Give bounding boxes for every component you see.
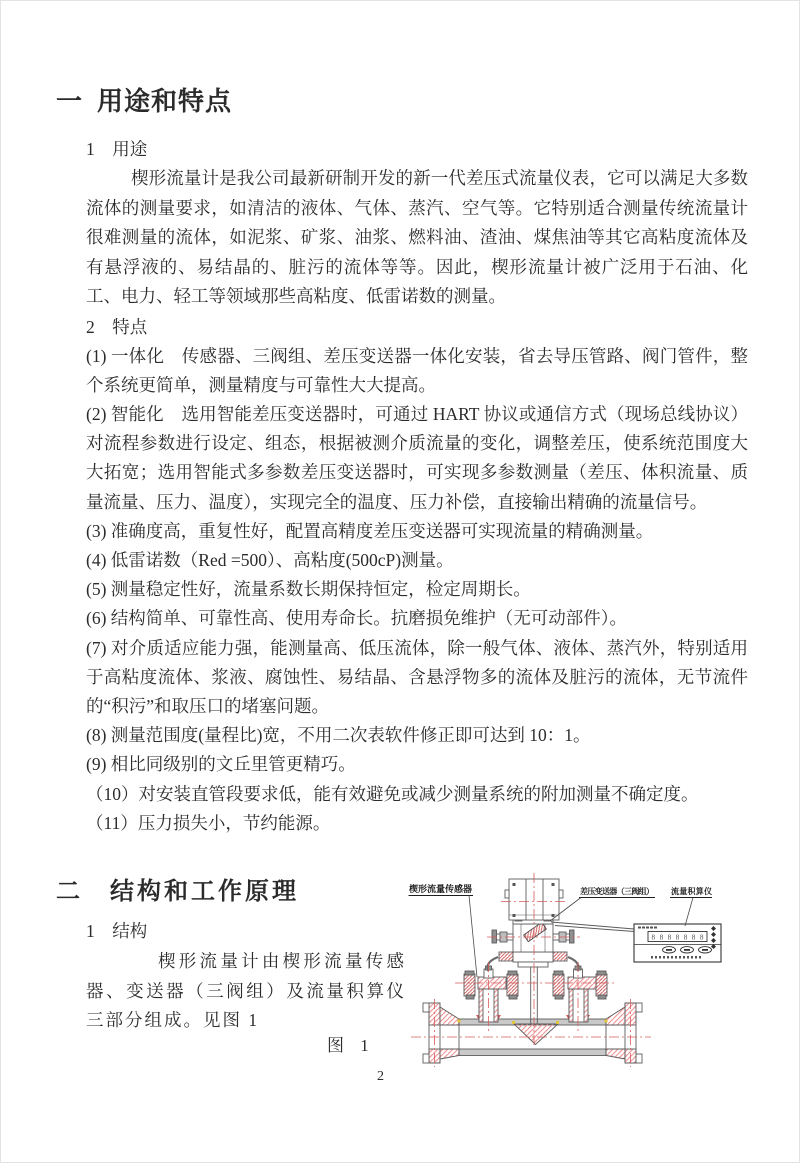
totalizer-display-digits: 8 8 8 8 8 8 8 [651,933,704,942]
totalizer-nameplate-text [638,927,657,929]
totalizer-buttons [663,947,712,953]
label-sensor: 楔形流量传感器 [409,884,472,894]
feature-item: (5) 测量稳定性好，流量系数长期保持恒定，检定周期长。 [86,579,531,600]
feature-item: (8) 测量范围度(量程比)宽，不用二次表软件修正即可达到 10：1。 [86,725,591,746]
features-list [56,342,748,838]
valve-handle-right [570,930,575,943]
flow-totalizer [634,924,721,962]
three-valve-manifold [492,922,574,967]
valve-handle-left [492,930,497,943]
feature-item: (7) 对介质适应能力强，能测量高、低压流体，除一般气体、液体、蒸汽外，特别适用于高粘度流体、浆液、腐蚀性、易结晶、含悬浮物多的流体及脏污的流体，无节流件的“积污”和取压口的堵塞问题。 [86,637,748,716]
figure-caption: 图 1 [327,1036,375,1055]
usage-paragraph: 楔形流量计是我公司最新研制开发的新一代差压式流量仪表，它可以满足大多数流体的测量要求，如清洁的液体、气体、蒸汽、空气等。它特别适合测量传统流量计很难测量的流体，如泥浆、矿浆、油浆、燃料油、渣油、煤焦油等其它高粘度流体及有悬浮液的、易结晶的、脏污的流体等等。因此，楔形流量计被广泛用于石油、化工、电力、轻工等领域那些高粘度、低雷诺数的测量。 [86,168,748,306]
feature-item: (9) 相比同级别的文丘里管更精巧。 [86,754,356,775]
signal-wire [551,922,634,932]
figure-1 [403,859,763,1071]
feature-item: （11）压力损失小，节约能源。 [86,812,331,833]
section-1-heading: 一 用途和特点 [56,87,233,116]
label-transmitter: 差压变送器（三阀组） [580,887,654,896]
pressure-tap-nozzles [464,966,607,1022]
feature-item: (2) 智能化 选用智能差压变送器时，可通过 HART 协议或通信方式（现场总线协议）对流程参数进行设定、组态，根据被测介质流量的变化，调整差压，使系统范围度大大拓宽；选用智能式多参数差压变送器时，可实现多参数测量（差压、体积流量、质量流量、压力、温度），实现完全的温度、压力补偿，直接输出精确的流量信号。 [86,403,748,512]
structure-paragraph: 楔形流量计由楔形流量传感器、变送器（三阀组）及流量积算仪三部分组成。见图 1 [86,951,406,1030]
sub-heading-usage: 1 用途 [86,139,148,159]
section-2-heading: 二 结构和工作原理 [56,879,299,905]
pipe-body [423,1003,642,1063]
feature-item: (3) 准确度高，重复性好，配置高精度差压变送器可实现流量的精确测量。 [86,520,654,541]
label-totalizer: 流量积算仪 [671,887,712,896]
feature-item: (6) 结构简单、可靠性高、使用寿命长。抗磨损免维护（无可动部件）。 [86,608,628,629]
main-text-column [56,87,748,838]
sub-heading-features: 2 特点 [86,316,148,337]
page-number: 2 [377,1069,384,1084]
feature-item: (4) 低雷诺数（Red =500）、高粘度(500cP)测量。 [86,549,454,570]
feature-item: （10）对安装直管段要求低，能有效避免或减少测量系统的附加测量不确定度。 [86,783,699,804]
figure-1-drawing [403,859,763,1071]
sub-heading-structure: 1 结构 [86,921,148,941]
feature-item: (1) 一体化 传感器、三阀组、差压变送器一体化安装，省去导压管路、阀门管件，整个系统更简单，测量精度与可靠性大大提高。 [86,345,748,395]
wedge-element [514,1024,558,1045]
